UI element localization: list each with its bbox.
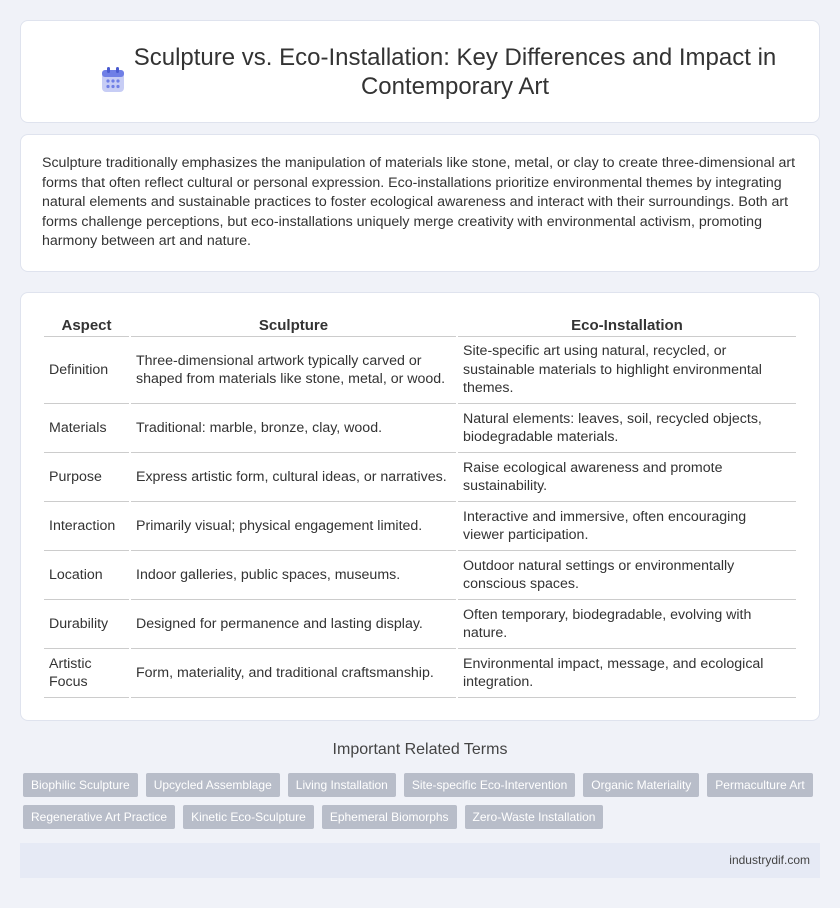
table-header-row: [44, 315, 796, 337]
intro-card: [20, 134, 820, 272]
cell-eco-installation: Environmental impact, message, and ecological integration.: [458, 649, 796, 698]
cell-aspect: Purpose: [44, 453, 129, 502]
comparison-card: [20, 292, 820, 721]
cell-eco-installation: Raise ecological awareness and promote sustainability.: [458, 453, 796, 502]
related-terms-title: Important Related Terms: [332, 741, 508, 758]
tag-row: [23, 773, 823, 797]
footer: [20, 843, 820, 878]
cell-aspect: Artistic Focus: [44, 649, 129, 698]
tag-living-installation[interactable]: Living Installation: [288, 773, 396, 797]
cell-sculpture: Designed for permanence and lasting display.: [131, 600, 456, 649]
cell-sculpture: Express artistic form, cultural ideas, or narratives.: [131, 453, 456, 502]
tag-kinetic-eco-sculpture[interactable]: Kinetic Eco-Sculpture: [183, 805, 314, 829]
cell-eco-installation: Outdoor natural settings or environmentally conscious spaces.: [458, 551, 796, 600]
tag-regenerative-art-practice[interactable]: Regenerative Art Practice: [23, 805, 175, 829]
cell-sculpture: Three-dimensional artwork typically carved or shaped from materials like stone, metal, or wood.: [131, 337, 456, 404]
cell-eco-installation: Interactive and immersive, often encouraging viewer participation.: [458, 502, 796, 551]
cell-sculpture: Indoor galleries, public spaces, museums.: [131, 551, 456, 600]
header-eco-installation: Eco-Installation: [458, 315, 796, 337]
cell-eco-installation: Natural elements: leaves, soil, recycled objects, biodegradable materials.: [458, 404, 796, 453]
tag-upcycled-assemblage[interactable]: Upcycled Assemblage: [146, 773, 280, 797]
table-row: [44, 337, 796, 404]
tag-biophilic-sculpture[interactable]: Biophilic Sculpture: [23, 773, 138, 797]
header-sculpture: Sculpture: [131, 315, 456, 337]
table-row: [44, 404, 796, 453]
table-row: [44, 502, 796, 551]
table-row: [44, 551, 796, 600]
page-title: Sculpture vs. Eco-Installation: Key Differences and Impact in Contemporary Art: [133, 44, 777, 100]
cell-sculpture: Primarily visual; physical engagement limited.: [131, 502, 456, 551]
tag-site-specific-eco-intervention[interactable]: Site-specific Eco-Intervention: [404, 773, 575, 797]
cell-aspect: Durability: [44, 600, 129, 649]
tag-organic-materiality[interactable]: Organic Materiality: [583, 773, 699, 797]
related-terms-list: [23, 773, 823, 837]
cell-aspect: Definition: [44, 337, 129, 404]
tag-ephemeral-biomorphs[interactable]: Ephemeral Biomorphs: [322, 805, 457, 829]
cell-sculpture: Traditional: marble, bronze, clay, wood.: [131, 404, 456, 453]
intro-paragraph: Sculpture traditionally emphasizes the manipulation of materials like stone, metal, or clay to create three-dimensional art forms that often reflect cultural or personal expression. Eco-installations prioritize environmental themes by integrating natural elements and sustainable practices to foster ecological awareness and interact with their surroundings. Both art forms challenge perceptions, but eco-installations uniquely merge creativity with environmental activism, promoting harmony between art and nature.: [42, 155, 796, 250]
tag-permaculture-art[interactable]: Permaculture Art: [707, 773, 812, 797]
cell-aspect: Materials: [44, 404, 129, 453]
table-row: [44, 600, 796, 649]
tag-zero-waste-installation[interactable]: Zero-Waste Installation: [465, 805, 604, 829]
footer-site-link[interactable]: industrydif.com: [729, 853, 810, 867]
cell-aspect: Location: [44, 551, 129, 600]
header-aspect: Aspect: [44, 315, 129, 337]
table-row: [44, 453, 796, 502]
cell-aspect: Interaction: [44, 502, 129, 551]
comparison-table: [42, 315, 798, 698]
cell-eco-installation: Often temporary, biodegradable, evolving with nature.: [458, 600, 796, 649]
tag-row: [23, 805, 823, 829]
table-row: [44, 649, 796, 698]
cell-eco-installation: Site-specific art using natural, recycled, or sustainable materials to highlight environmental themes.: [458, 337, 796, 404]
cell-sculpture: Form, materiality, and traditional craftsmanship.: [131, 649, 456, 698]
